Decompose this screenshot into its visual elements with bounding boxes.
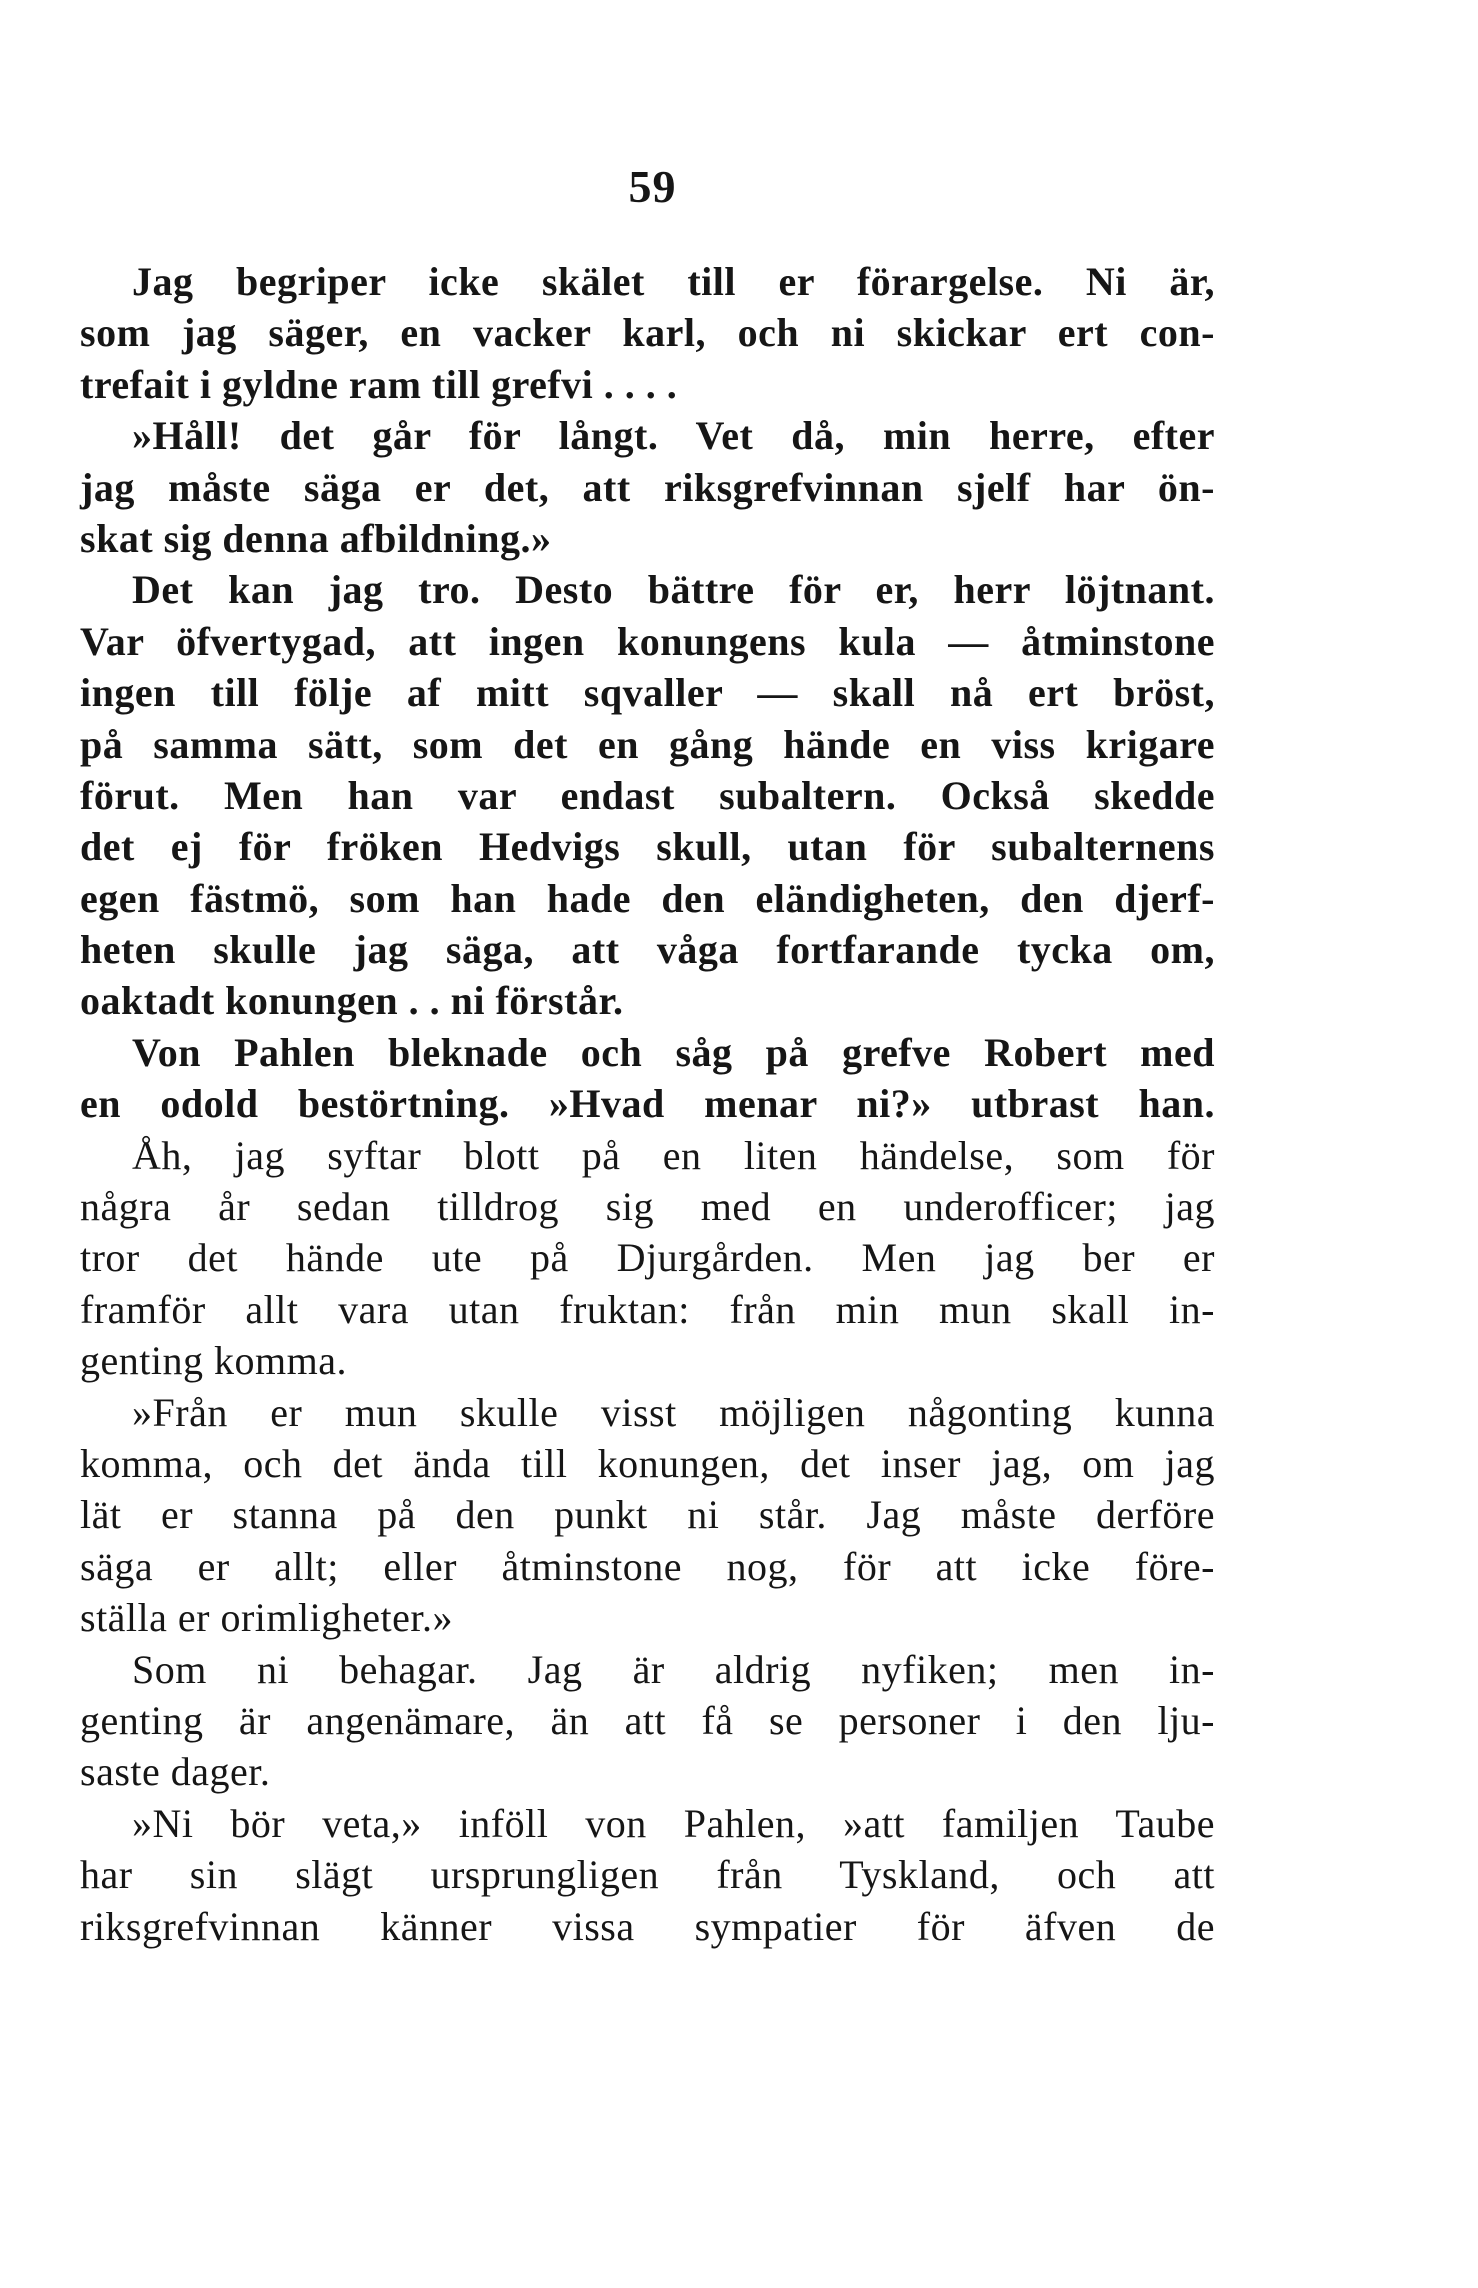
text-line: ställa er orimligheter.» bbox=[80, 1595, 453, 1641]
text-line: Var öfvertygad, att ingen konungens kula — åtminstone bbox=[80, 618, 1215, 664]
text-line: genting är angenämare, än att få se personer i den lju- bbox=[80, 1697, 1215, 1743]
text-line: några år sedan tilldrog sig med en underofficer; jag bbox=[80, 1184, 1215, 1230]
text-line: oaktadt konungen . . ni förstår. bbox=[80, 978, 624, 1024]
text-line: Åh, jag syftar blott på en liten händelse, som för bbox=[132, 1132, 1215, 1178]
text-line: jag måste säga er det, att riksgrefvinnan sjelf har ön- bbox=[80, 464, 1215, 510]
text-line: trefait i gyldne ram till grefvi . . . . bbox=[80, 361, 678, 407]
text-line: Det kan jag tro. Desto bättre för er, herr löjtnant. bbox=[132, 567, 1215, 613]
text-line: Von Pahlen bleknade och såg på grefve Robert med bbox=[132, 1029, 1215, 1075]
text-line: det ej för fröken Hedvigs skull, utan för subalternens bbox=[80, 824, 1215, 870]
text-line: genting komma. bbox=[80, 1338, 347, 1384]
text-line: förut. Men han var endast subaltern. Också skedde bbox=[80, 772, 1215, 818]
text-line: tror det hände ute på Djurgården. Men jag ber er bbox=[80, 1235, 1215, 1281]
text-line: ingen till följe af mitt sqvaller — skall nå ert bröst, bbox=[80, 670, 1215, 716]
body-text bbox=[80, 256, 1215, 1952]
text-line: skat sig denna afbildning.» bbox=[80, 515, 552, 561]
text-line: egen fästmö, som han hade den eländigheten, den djerf- bbox=[80, 875, 1215, 921]
text-line: »Håll! det går för långt. Vet då, min herre, efter bbox=[132, 413, 1215, 459]
text-line: saste dager. bbox=[80, 1749, 271, 1795]
text-line: på samma sätt, som det en gång hände en viss krigare bbox=[80, 721, 1215, 767]
page-number: 59 bbox=[628, 161, 677, 212]
text-line: riksgrefvinnan känner vissa sympatier för äfven de bbox=[80, 1903, 1215, 1949]
text-line: »Från er mun skulle visst möjligen någonting kunna bbox=[132, 1389, 1215, 1435]
text-line: »Ni bör veta,» inföll von Pahlen, »att familjen Taube bbox=[132, 1800, 1215, 1846]
text-line: Som ni behagar. Jag är aldrig nyfiken; men in- bbox=[132, 1646, 1215, 1692]
text-line: framför allt vara utan fruktan: från min mun skall in- bbox=[80, 1286, 1215, 1332]
text-line: säga er allt; eller åtminstone nog, för att icke före- bbox=[80, 1543, 1215, 1589]
text-line: har sin slägt ursprungligen från Tyskland, och att bbox=[80, 1852, 1215, 1898]
text-line: som jag säger, en vacker karl, och ni skickar ert con- bbox=[80, 310, 1215, 356]
text-line: komma, och det ända till konungen, det inser jag, om jag bbox=[80, 1440, 1215, 1486]
text-line: en odold bestörtning. »Hvad menar ni?» utbrast han. bbox=[80, 1081, 1215, 1127]
text-line: heten skulle jag säga, att våga fortfarande tycka om, bbox=[80, 927, 1215, 973]
text-line: Jag begriper icke skälet till er förargelse. Ni är, bbox=[132, 259, 1215, 304]
text-line: lät er stanna på den punkt ni står. Jag måste derföre bbox=[80, 1492, 1215, 1538]
